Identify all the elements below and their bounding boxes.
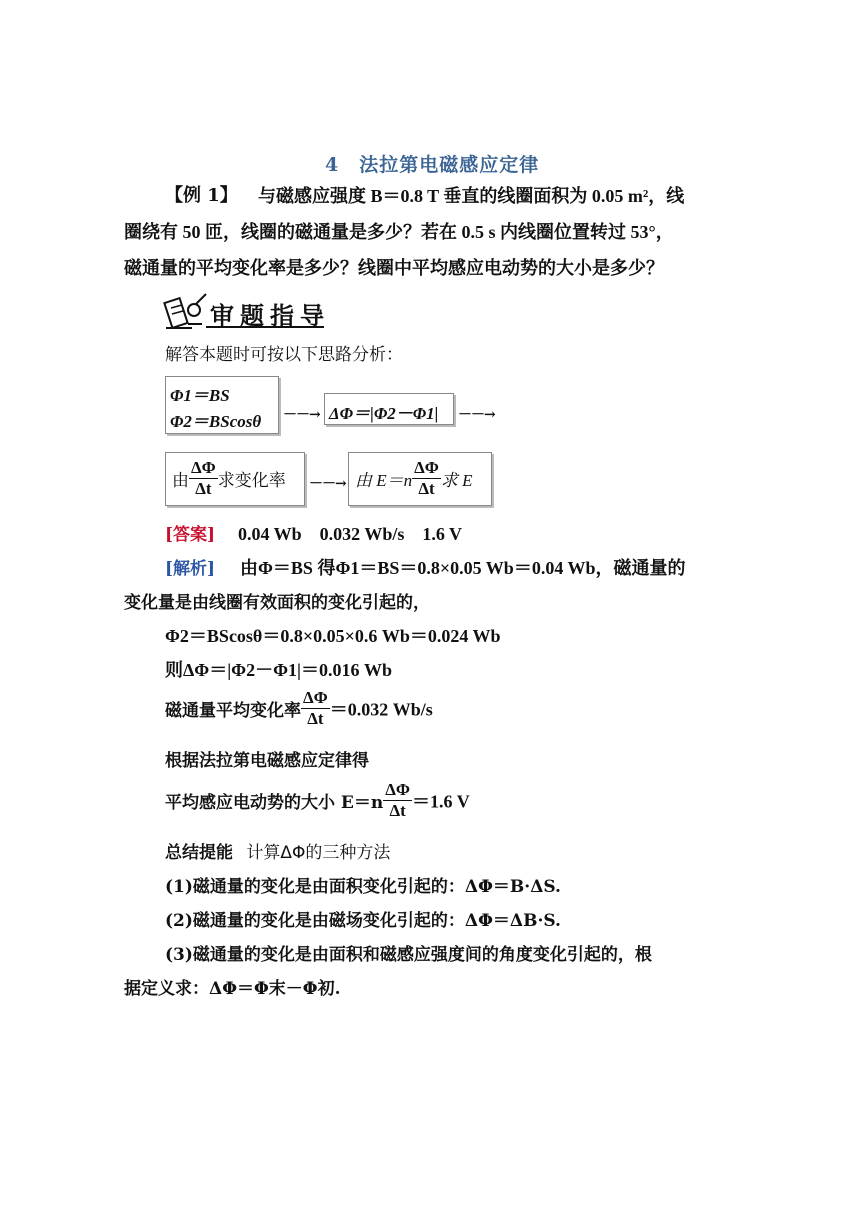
fraction-denominator: Δt — [418, 479, 435, 498]
guide-banner-underline — [206, 326, 324, 328]
analysis-line-4: 则ΔΦ＝|Φ2－Φ1|＝0.016 Wb — [165, 660, 392, 680]
summary-subtitle: 计算ΔΦ的三种方法 — [246, 843, 391, 863]
analysis-rate-pre: 磁通量平均变化率 — [165, 701, 301, 721]
summary-item-1: (1)磁通量的变化是由面积变化引起的：ΔΦ＝B·ΔS. — [165, 877, 561, 897]
fraction-denominator: Δt — [389, 801, 406, 820]
flow-box-emf-post: 求 E — [440, 471, 473, 490]
fraction-numerator: ΔΦ — [303, 688, 328, 707]
analysis-emf-pre: 平均感应电动势的大小 E＝n — [165, 793, 384, 813]
analysis-rate-fraction — [301, 688, 330, 729]
summary-heading-row — [165, 838, 390, 863]
analysis-line-3: Φ2＝BScosθ＝0.8×0.05×0.6 Wb＝0.024 Wb — [165, 626, 501, 646]
summary-item-3-line-2: 据定义求：ΔΦ＝Φ末－Φ初. — [124, 979, 341, 999]
fraction-numerator: ΔΦ — [414, 458, 439, 477]
answer-tag: [答案] — [165, 525, 216, 545]
flow-box-rate — [165, 452, 305, 506]
fraction-denominator: Δt — [307, 709, 324, 728]
flow-arrow-2: －－→ — [458, 407, 495, 423]
pen-icon — [162, 292, 210, 332]
analysis-emf-line — [165, 780, 470, 821]
flow-box-delta-phi-text: ΔΦ＝|Φ2－Φ1| — [329, 404, 439, 423]
flow-box-rate-pre: 由 — [172, 471, 189, 491]
example-line-3: 磁通量的平均变化率是多少？线圈中平均感应电动势的大小是多少？ — [124, 258, 664, 278]
summary-item-2: (2)磁通量的变化是由磁场变化引起的：ΔΦ＝ΔB·S. — [165, 911, 561, 931]
flow-box-phi-line-1: Φ1＝BS — [170, 386, 230, 405]
analysis-rate-line — [165, 688, 433, 729]
example-line-1: 与磁感应强度 B＝0.8 T 垂直的线圈面积为 0.05 m²，线 — [258, 186, 685, 206]
answer-text: 0.04 Wb 0.032 Wb/s 1.6 V — [238, 524, 463, 544]
guide-banner — [162, 292, 330, 332]
flow-box-emf-pre: 由 E＝n — [355, 471, 413, 490]
guide-intro: 解答本题时可按以下思路分析： — [165, 345, 403, 365]
flow-box-phi-line-2: Φ2＝BScosθ — [170, 412, 262, 431]
flow-box-rate-post: 求变化率 — [217, 471, 286, 491]
flow-box-rate-fraction — [189, 458, 218, 499]
flow-arrow-3: －－→ — [309, 476, 346, 492]
analysis-emf-post: ＝1.6 V — [412, 791, 470, 812]
analysis-rate-post: ＝0.032 Wb/s — [329, 699, 433, 720]
analysis-line-6: 根据法拉第电磁感应定律得 — [165, 751, 369, 771]
analysis-emf-fraction — [383, 780, 412, 821]
fraction-numerator: ΔΦ — [385, 780, 411, 799]
flow-arrow-1: －－→ — [283, 407, 320, 423]
analysis-tag: [解析] — [165, 559, 216, 579]
summary-heading: 总结提能 — [165, 843, 233, 863]
example-tag: 【例 1】 — [165, 185, 238, 206]
analysis-line-2: 变化量是由线圈有效面积的变化引起的， — [124, 593, 430, 613]
fraction-denominator: Δt — [195, 479, 212, 498]
flow-box-phi — [165, 376, 279, 434]
guide-banner-text: 审题指导 — [210, 301, 330, 330]
analysis-line-1: 由Φ＝BS 得Φ1＝BS＝0.8×0.05 Wb＝0.04 Wb，磁通量的 — [240, 558, 686, 578]
example-line-2: 圈绕有 50 匝，线圈的磁通量是多少？若在 0.5 s 内线圈位置转过 53°， — [124, 222, 674, 242]
flow-box-emf — [348, 452, 492, 506]
fraction-numerator: ΔΦ — [191, 458, 216, 477]
flow-box-delta-phi — [324, 393, 454, 425]
page-title: 4 法拉第电磁感应定律 — [325, 154, 540, 176]
flow-box-emf-fraction — [412, 458, 441, 499]
summary-item-3-line-1: (3)磁通量的变化是由面积和磁感应强度间的角度变化引起的，根 — [165, 945, 652, 965]
